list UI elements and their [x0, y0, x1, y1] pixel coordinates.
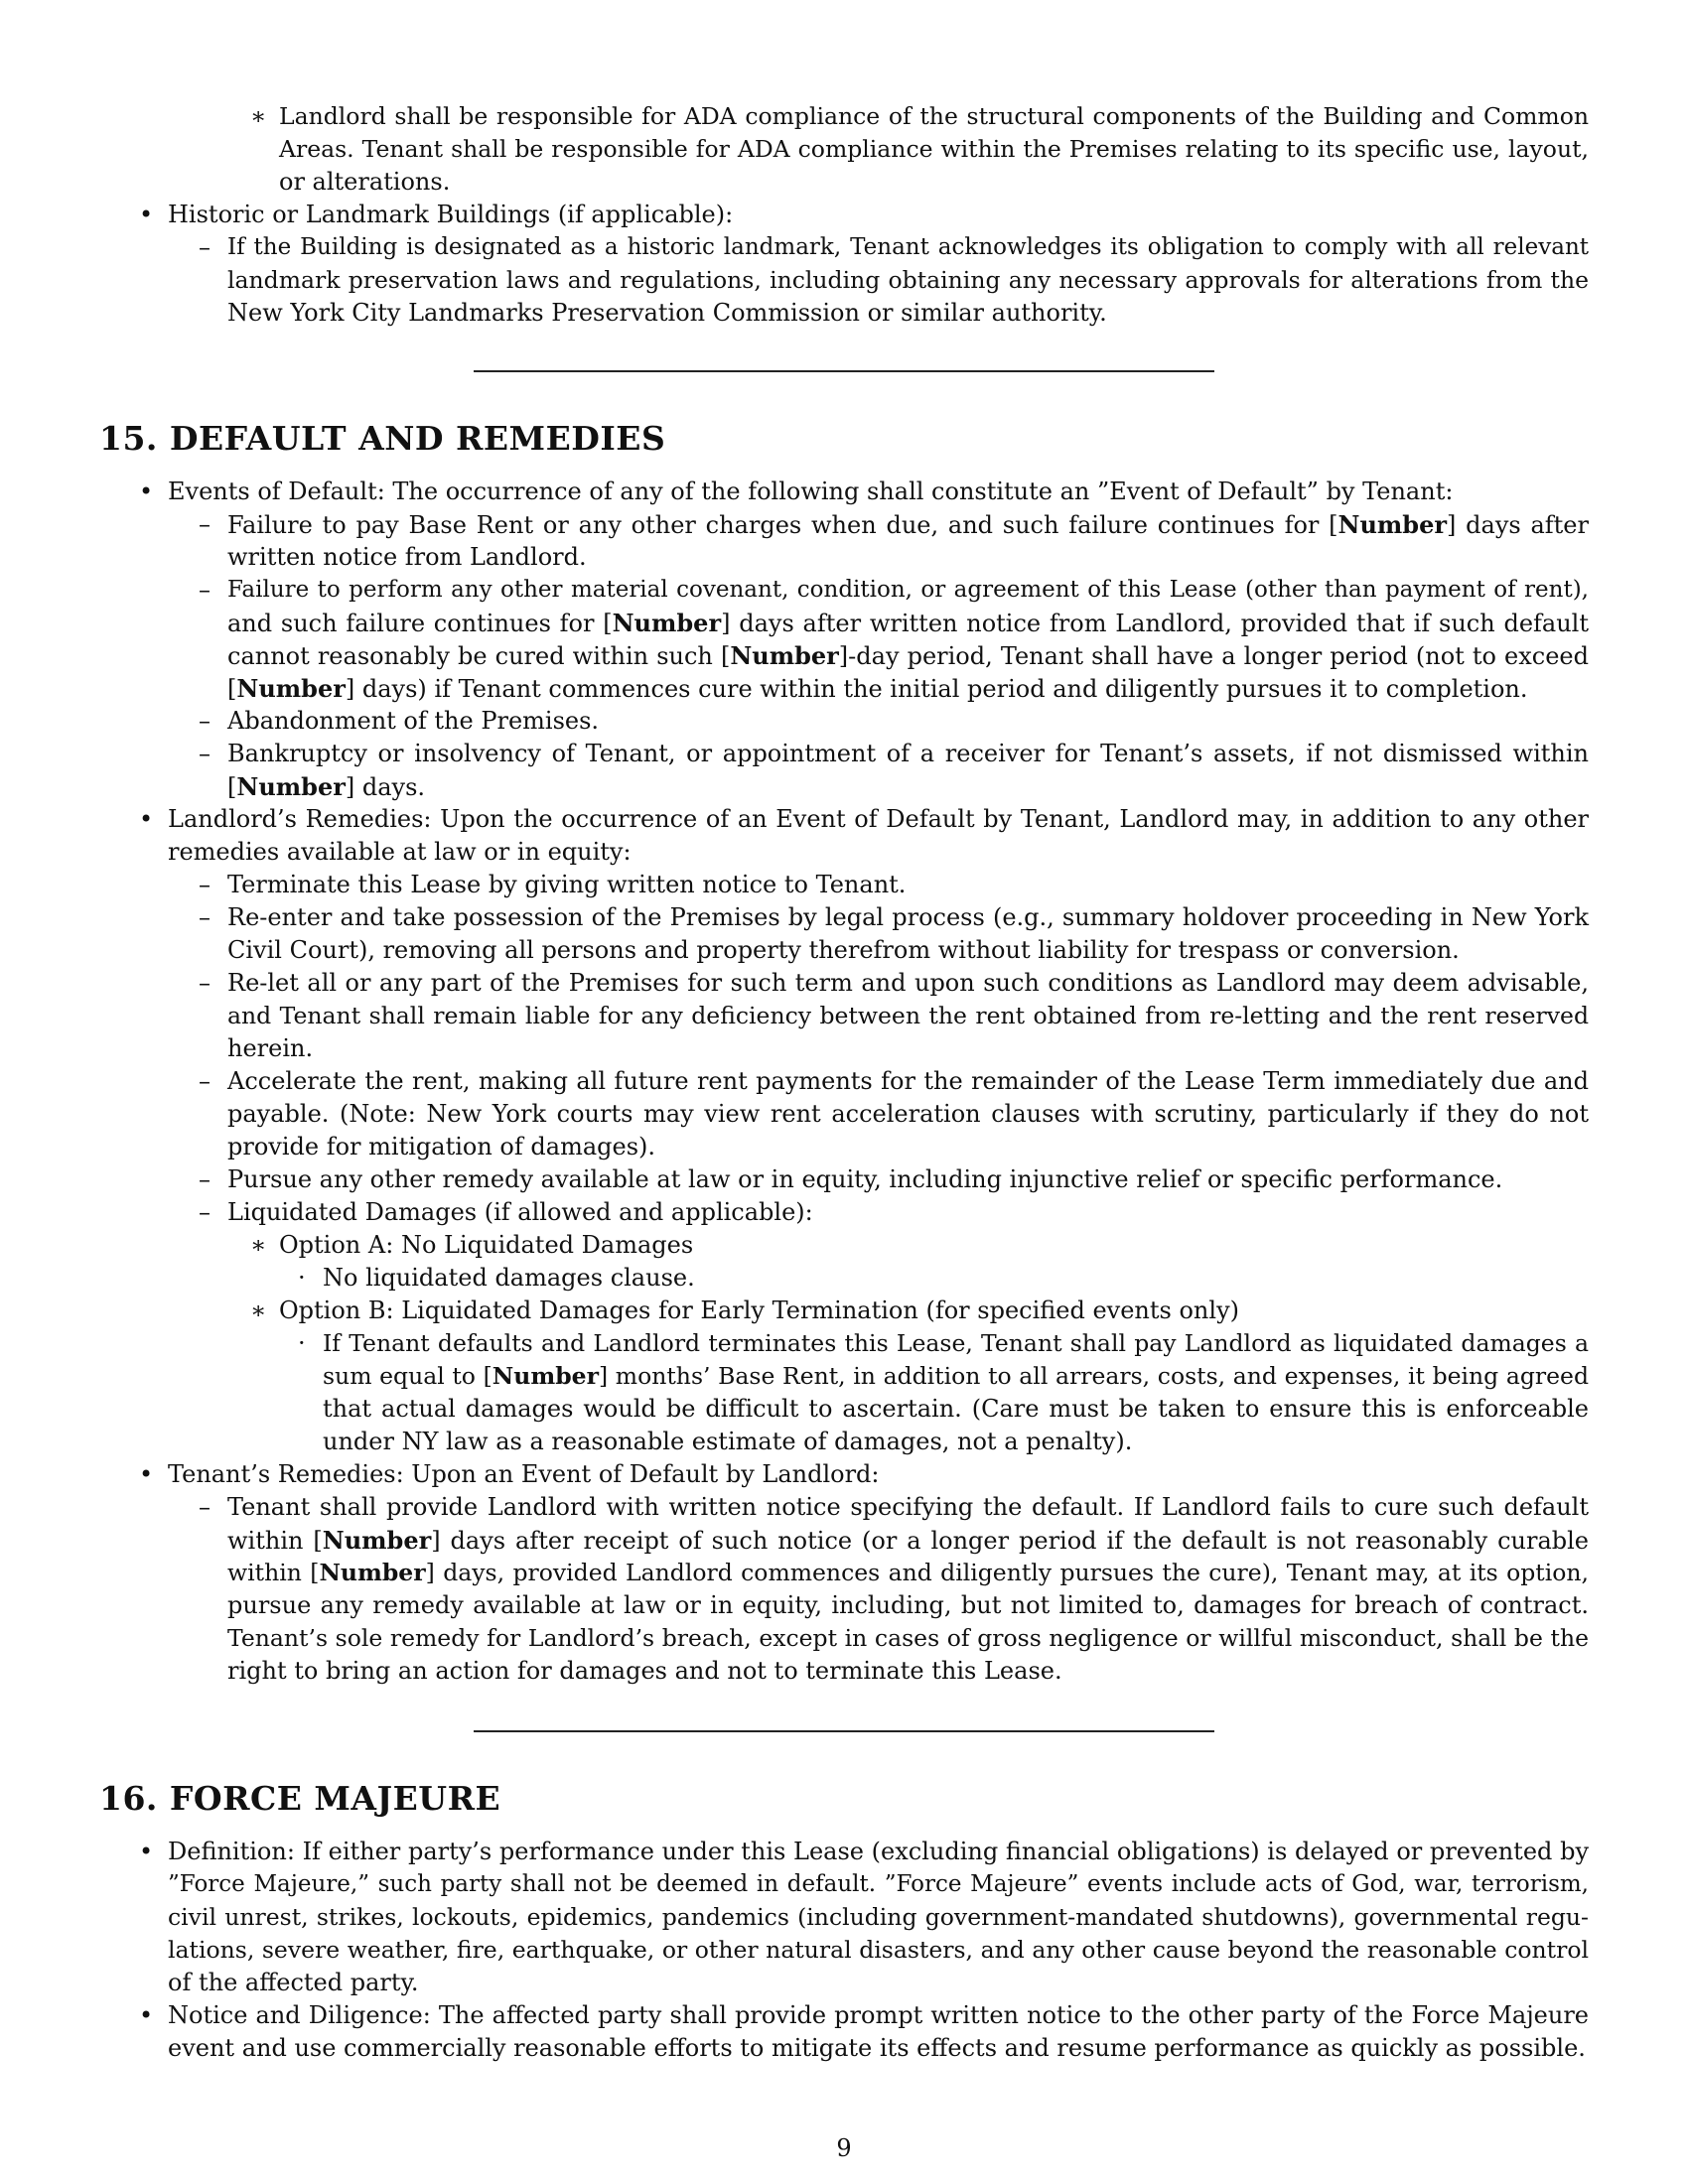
- tenant-remedy-line: Tenant shall provide Landlord with written notice specifying the default. If Landlord fails to cure such default: [227, 1493, 1589, 1521]
- remedy-line: herein.: [227, 1034, 314, 1062]
- event-default-line: and such failure continues for [Number] days after written notice from Landlord, provided that if such default: [227, 609, 1589, 637]
- option-b-heading: Option B: Liquidated Damages for Early Termination (for specified events only): [279, 1297, 1239, 1324]
- option-a-heading: Option A: No Liquidated Damages: [279, 1231, 694, 1259]
- dash-marker: –: [199, 233, 211, 261]
- force-majeure-definition-line: Definition: If either party’s performance under this Lease (excluding financial obligations) is delayed or prevented by: [168, 1838, 1589, 1865]
- option-b-text-line: under NY law as a reasonable estimate of damages, not a penalty).: [323, 1428, 1133, 1455]
- ada-text-line: or alterations.: [279, 168, 451, 196]
- event-default-line: written notice from Landlord.: [227, 543, 587, 571]
- remedy-line: Re-enter and take possession of the Premises by legal process (e.g., summary holdover proceeding in New York: [227, 903, 1589, 931]
- bullet-marker: •: [139, 478, 154, 505]
- section-15-heading: 15. DEFAULT AND REMEDIES: [99, 419, 666, 458]
- bullet-marker: •: [139, 805, 154, 833]
- section-divider: [474, 1730, 1214, 1732]
- dash-marker: –: [199, 576, 211, 604]
- force-majeure-definition-line: of the affected party.: [168, 1969, 419, 1996]
- dot-marker: ·: [298, 1329, 306, 1357]
- event-default-line: Bankruptcy or insolvency of Tenant, or appointment of a receiver for Tenant’s assets, if not dismissed within: [227, 740, 1589, 767]
- bullet-marker: •: [139, 1460, 154, 1488]
- tenant-remedy-line: within [Number] days after receipt of such notice (or a longer period if the default is not reasonably curable: [227, 1526, 1589, 1555]
- remedy-line: Accelerate the rent, making all future rent payments for the remainder of the Lease Term immediately due and: [227, 1067, 1589, 1095]
- section-16-heading: 16. FORCE MAJEURE: [99, 1779, 501, 1818]
- event-default-line: [Number] days) if Tenant commences cure within the initial period and diligently pursues it to completion.: [227, 674, 1528, 703]
- historic-text-line: If the Building is designated as a historic landmark, Tenant acknowledges its obligation to comply with all relevant: [227, 234, 1589, 260]
- star-marker: ∗: [250, 102, 267, 130]
- dot-marker: ·: [298, 1264, 306, 1292]
- event-default-line: cannot reasonably be cured within such [Number]-day period, Tenant shall have a longer period (not to exceed: [227, 641, 1589, 670]
- bullet-marker: •: [139, 2001, 154, 2029]
- event-default-line: Failure to pay Base Rent or any other charges when due, and such failure continues for [Number] days after: [227, 510, 1589, 539]
- ada-text-line: Areas. Tenant shall be responsible for ADA compliance within the Premises relating to its specific use, layout,: [279, 135, 1589, 163]
- dash-marker: –: [199, 1165, 211, 1193]
- force-majeure-definition-line: civil unrest, strikes, lockouts, epidemics, pandemics (including government-mandated shutdowns), governmental regu-: [168, 1903, 1589, 1931]
- dash-marker: –: [199, 903, 211, 931]
- event-default-line: [Number] days.: [227, 772, 426, 801]
- dash-marker: –: [199, 510, 211, 538]
- tenant-remedy-line: within [Number] days, provided Landlord commences and diligently pursues the cure), Tenant may, at its option,: [227, 1559, 1590, 1586]
- remedy-line: and Tenant shall remain liable for any deficiency between the rent obtained from re-letting and the rent reserved: [227, 1002, 1589, 1029]
- option-b-text-line: sum equal to [Number] months’ Base Rent, in addition to all arrears, costs, and expenses, it being agreed: [323, 1362, 1589, 1390]
- bullet-marker: •: [139, 1838, 154, 1865]
- force-majeure-definition-line: ”Force Majeure,” such party shall not be deemed in default. ”Force Majeure” events include acts of God, war, terrorism,: [168, 1871, 1589, 1897]
- dash-marker: –: [199, 969, 211, 997]
- remedy-line: payable. (Note: New York courts may view rent acceleration clauses with scrutiny, particularly if they do not: [227, 1100, 1589, 1128]
- notice-diligence-line: event and use commercially reasonable efforts to mitigate its effects and resume performance as quickly as possible.: [168, 2034, 1586, 2062]
- star-marker: ∗: [250, 1231, 267, 1259]
- historic-text-line: landmark preservation laws and regulations, including obtaining any necessary approvals for alterations from the: [227, 266, 1589, 294]
- remedy-line: Liquidated Damages (if allowed and applicable):: [227, 1198, 813, 1226]
- option-a-text: No liquidated damages clause.: [323, 1264, 695, 1292]
- tenant-remedy-line: pursue any remedy available at law or in equity, including, but not limited to, damages for breach of contract.: [227, 1591, 1589, 1619]
- remedy-line: Civil Court), removing all persons and property therefrom without liability for trespass or conversion.: [227, 936, 1460, 964]
- page-number: 9: [836, 2134, 852, 2162]
- force-majeure-definition-line: lations, severe weather, fire, earthquake, or other natural disasters, and any other cause beyond the reasonable control: [168, 1936, 1589, 1964]
- historic-text-line: New York City Landmarks Preservation Commission or similar authority.: [227, 299, 1107, 327]
- remedy-line: Re-let all or any part of the Premises for such term and upon such conditions as Landlord may deem advisable,: [227, 969, 1589, 997]
- tenant-remedy-line: right to bring an action for damages and not to terminate this Lease.: [227, 1657, 1062, 1685]
- remedy-line: provide for mitigation of damages).: [227, 1133, 656, 1160]
- section-divider: [474, 370, 1214, 372]
- events-of-default-intro: Events of Default: The occurrence of any of the following shall constitute an ”Event of Default” by Tenant:: [168, 478, 1454, 505]
- event-default-line: Failure to perform any other material covenant, condition, or agreement of this Lease (other than payment of rent),: [227, 577, 1589, 603]
- historic-heading: Historic or Landmark Buildings (if applicable):: [168, 201, 734, 228]
- dash-marker: –: [199, 1198, 211, 1226]
- tenant-remedies-intro: Tenant’s Remedies: Upon an Event of Default by Landlord:: [168, 1460, 880, 1488]
- event-default-line: Abandonment of the Premises.: [227, 707, 600, 735]
- bullet-marker: •: [139, 201, 154, 228]
- landlord-remedies-intro: Landlord’s Remedies: Upon the occurrence of an Event of Default by Tenant, Landlord may, in addition to any other: [168, 805, 1589, 833]
- remedy-line: Pursue any other remedy available at law or in equity, including injunctive relief or specific performance.: [227, 1165, 1503, 1193]
- option-b-text-line: that actual damages would be difficult to ascertain. (Care must be taken to ensure this is enforceable: [323, 1395, 1589, 1423]
- dash-marker: –: [199, 707, 211, 735]
- dash-marker: –: [199, 1067, 211, 1095]
- tenant-remedy-line: Tenant’s sole remedy for Landlord’s breach, except in cases of gross negligence or willful misconduct, shall be the: [227, 1624, 1589, 1652]
- dash-marker: –: [199, 740, 211, 767]
- remedy-line: Terminate this Lease by giving written notice to Tenant.: [227, 871, 907, 898]
- dash-marker: –: [199, 871, 211, 898]
- dash-marker: –: [199, 1493, 211, 1521]
- option-b-text-line: If Tenant defaults and Landlord terminates this Lease, Tenant shall pay Landlord as liquidated damages a: [323, 1329, 1589, 1357]
- notice-diligence-line: Notice and Diligence: The affected party shall provide prompt written notice to the other party of the Force Majeure: [168, 2001, 1589, 2029]
- star-marker: ∗: [250, 1297, 267, 1324]
- landlord-remedies-intro: remedies available at law or in equity:: [168, 838, 632, 866]
- ada-text-line: Landlord shall be responsible for ADA compliance of the structural components of the Building and Common: [279, 102, 1589, 130]
